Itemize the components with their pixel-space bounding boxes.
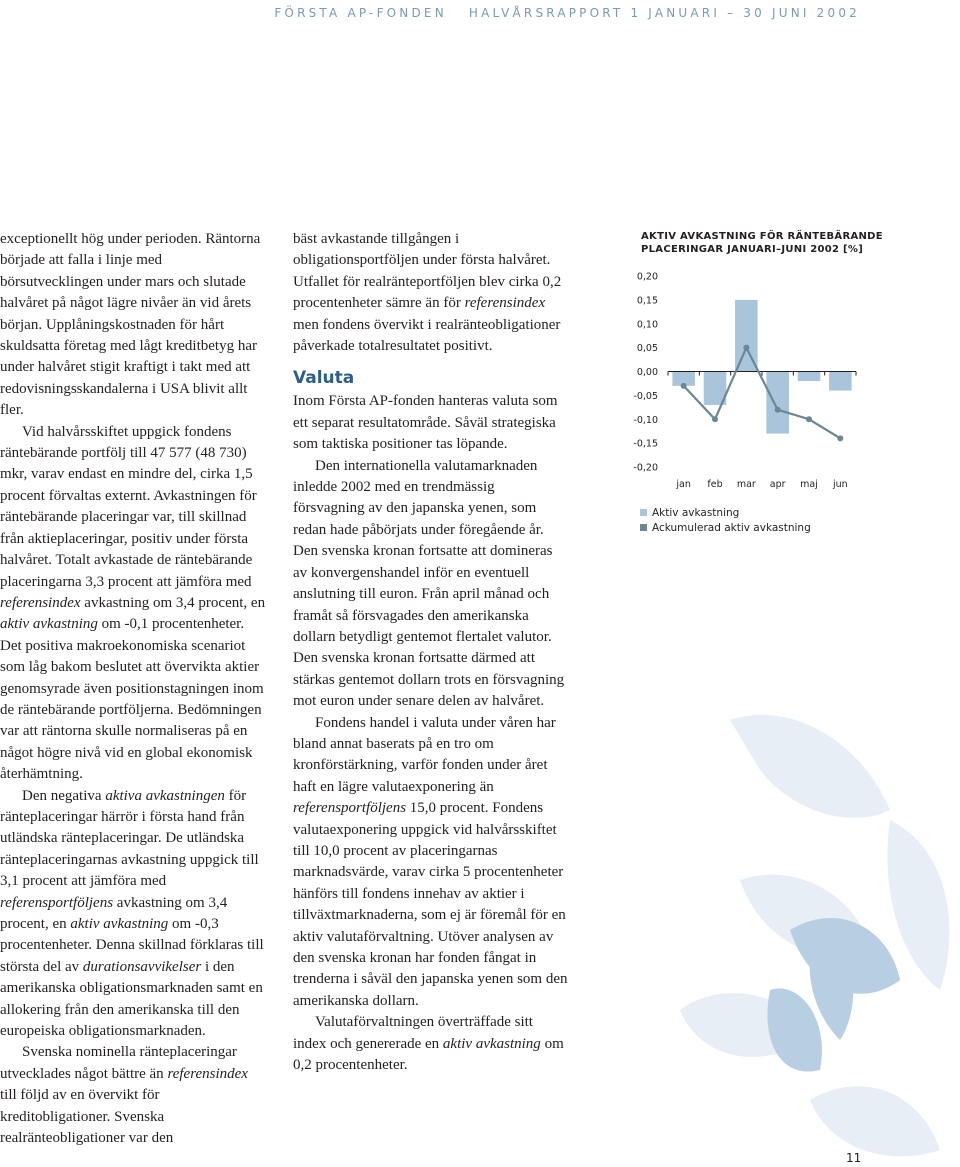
running-header xyxy=(274,6,860,20)
bar-apr xyxy=(766,372,789,434)
legend-label: Ackumulerad aktiv avkastning xyxy=(652,521,811,534)
legend-swatch-line xyxy=(640,524,647,531)
paragraph: Svenska nominella ränteplaceringar utvecklades något bättre än referensindex till följd av en övervikt för kreditobligationer. Svenska realränteobligationer var den xyxy=(0,1044,248,1147)
paragraph: Fondens handel i valuta under våren har bland annat baserats på en tro om kronförstärkning, varför fonden under året haft en lägre valutaexponering än referensportföljens 15,0 procent. Fondens valutaexponering uppgick vid halvårsskiftet till 10,0 procent av placeringarnas marknadsvärde, varav cirka 5 procentenheter hänförs till fondens innehav av aktier i tillväxtmarknaderna, som ej är föremål för en aktiv valutaförvaltning. Utöver analysen av den svenska kronan har fonden fångat in trenderna i såväl den japanska yenen som den amerikanska dollarn. xyxy=(293,714,568,1009)
y-tick-label: -0,10 xyxy=(633,414,658,426)
paragraph: Inom Första AP-fonden hanteras valuta som ett separat resultatområde. Såväl strategiska som taktiska positioner tas löpande. xyxy=(293,393,558,453)
section-title-valuta: Valuta xyxy=(293,368,355,389)
chart-legend xyxy=(640,505,811,535)
text-column-middle xyxy=(293,229,568,1076)
cumulative-point-feb xyxy=(712,416,718,422)
paragraph: Den negativa aktiva avkastningen för ränteplaceringar härrör i första hand från utländska ränteplaceringar. De utländska ränteplaceringarnas avkastning uppgick till 3,1 procent att jämföra med referensportföljens avkastning om 3,4 procent, en aktiv avkastning om -0,3 procentenheter. Denna skillnad förklaras till största del av durationsavvikelser i den amerikanska obligationsmarknaden samt en allokering från den amerikanska till den europeiska obligationsmarknaden. xyxy=(0,787,264,1040)
x-tick-label: feb xyxy=(707,479,723,490)
active-return-chart xyxy=(620,262,860,494)
paragraph: Den internationella valutamarknaden inledde 2002 med en trendmässig försvagning av den japanska yenen, som redan hade påbörjats under föregående år. Den svenska kronan fortsatte att domineras av konvergenshandel inför en eventuell anslutning till euron. Från april månad och framåt så försvagades den amerikanska dollarn betydligt gentemot flertalet valutor. Den svenska kronan fortsatte därmed att stärkas gentemot dollarn trots en försvagning mot euron under senare delen av halvåret. xyxy=(293,457,565,710)
x-tick-label: jun xyxy=(832,479,848,490)
chart-title: AKTIV AVKASTNING FÖR RÄNTEBÄRANDE PLACERINGAR JANUARI–JUNI 2002 [%] xyxy=(641,231,883,255)
y-tick-label: -0,15 xyxy=(633,438,658,450)
header-publisher: FÖRSTA AP-FONDEN xyxy=(274,6,447,20)
x-tick-label: maj xyxy=(800,479,818,490)
y-tick-label: 0,20 xyxy=(636,271,658,283)
bar-mar xyxy=(735,300,758,372)
x-tick-label: jan xyxy=(676,479,691,490)
paragraph: Vid halvårsskiftet uppgick fondens räntebärande portfölj till 47 577 (48 730) mkr, varav endast en mindre del, cirka 1,5 procent förvaltas externt. Avkastningen för räntebärande placeringar var, till skillnad från aktieplaceringar, positiv under första halvåret. Totalt avkastade de räntebärande placeringarna 3,3 procent att jämföra med referensindex avkastning om 3,4 procent, en aktiv avkastning om -0,1 procentenheter. Det positiva makroekonomiska scenariot som låg bakom beslutet att övervikta aktier genomsyrade även positionstagningen inom de räntebärande portföljerna. Bedömningen var att räntorna skulle normaliseras på en något högre nivå vid en global ekonomisk återhämtning. xyxy=(0,423,266,783)
decorative-leaf-graphic xyxy=(560,680,960,1167)
cumulative-point-jun xyxy=(837,435,843,441)
cumulative-point-mar xyxy=(743,345,749,351)
y-tick-label: 0,00 xyxy=(636,367,658,378)
bar-maj xyxy=(798,372,821,382)
x-tick-label: mar xyxy=(736,479,756,490)
legend-entry-line xyxy=(640,520,811,535)
bar-jun xyxy=(829,372,852,391)
y-tick-label: -0,20 xyxy=(633,462,658,474)
header-report: HALVÅRSRAPPORT 1 JANUARI – 30 JUNI 2002 xyxy=(468,6,860,20)
y-tick-label: 0,05 xyxy=(636,343,658,355)
legend-swatch-bar xyxy=(640,509,647,516)
paragraph: Valutaförvaltningen överträffade sitt index och genererade en aktiv avkastning om 0,2 procentenheter. xyxy=(293,1014,564,1074)
legend-entry-bars xyxy=(640,505,811,520)
y-tick-label: 0,10 xyxy=(636,319,658,331)
y-tick-label: 0,15 xyxy=(636,295,658,307)
cumulative-point-maj xyxy=(806,416,812,422)
cumulative-point-apr xyxy=(775,407,781,413)
paragraph: exceptionellt hög under perioden. Räntorna började att falla i linje med börsutvecklingen under mars och slutade halvåret på något lägre nivåer än vid årets början. Upplåningskostnaden för hårt skuldsatta företag med lågt kreditbetyg har under halvåret stigit kraftigt i takt med att redovisningsskandalerna i USA blivit allt fler. xyxy=(0,231,261,419)
cumulative-point-jan xyxy=(681,383,687,389)
paragraph: bäst avkastande tillgången i obligationsportföljen under första halvåret. Utfallet för realränteportföljen blev cirka 0,2 procentenheter sämre än för referensindex men fondens övervikt i realränteobligationer påverkade totalresultatet positivt. xyxy=(293,231,562,355)
text-column-left xyxy=(0,229,268,1149)
y-tick-label: -0,05 xyxy=(633,390,658,402)
legend-label: Aktiv avkastning xyxy=(652,506,740,519)
page-number: 11 xyxy=(846,1151,862,1165)
x-tick-label: apr xyxy=(769,479,786,490)
